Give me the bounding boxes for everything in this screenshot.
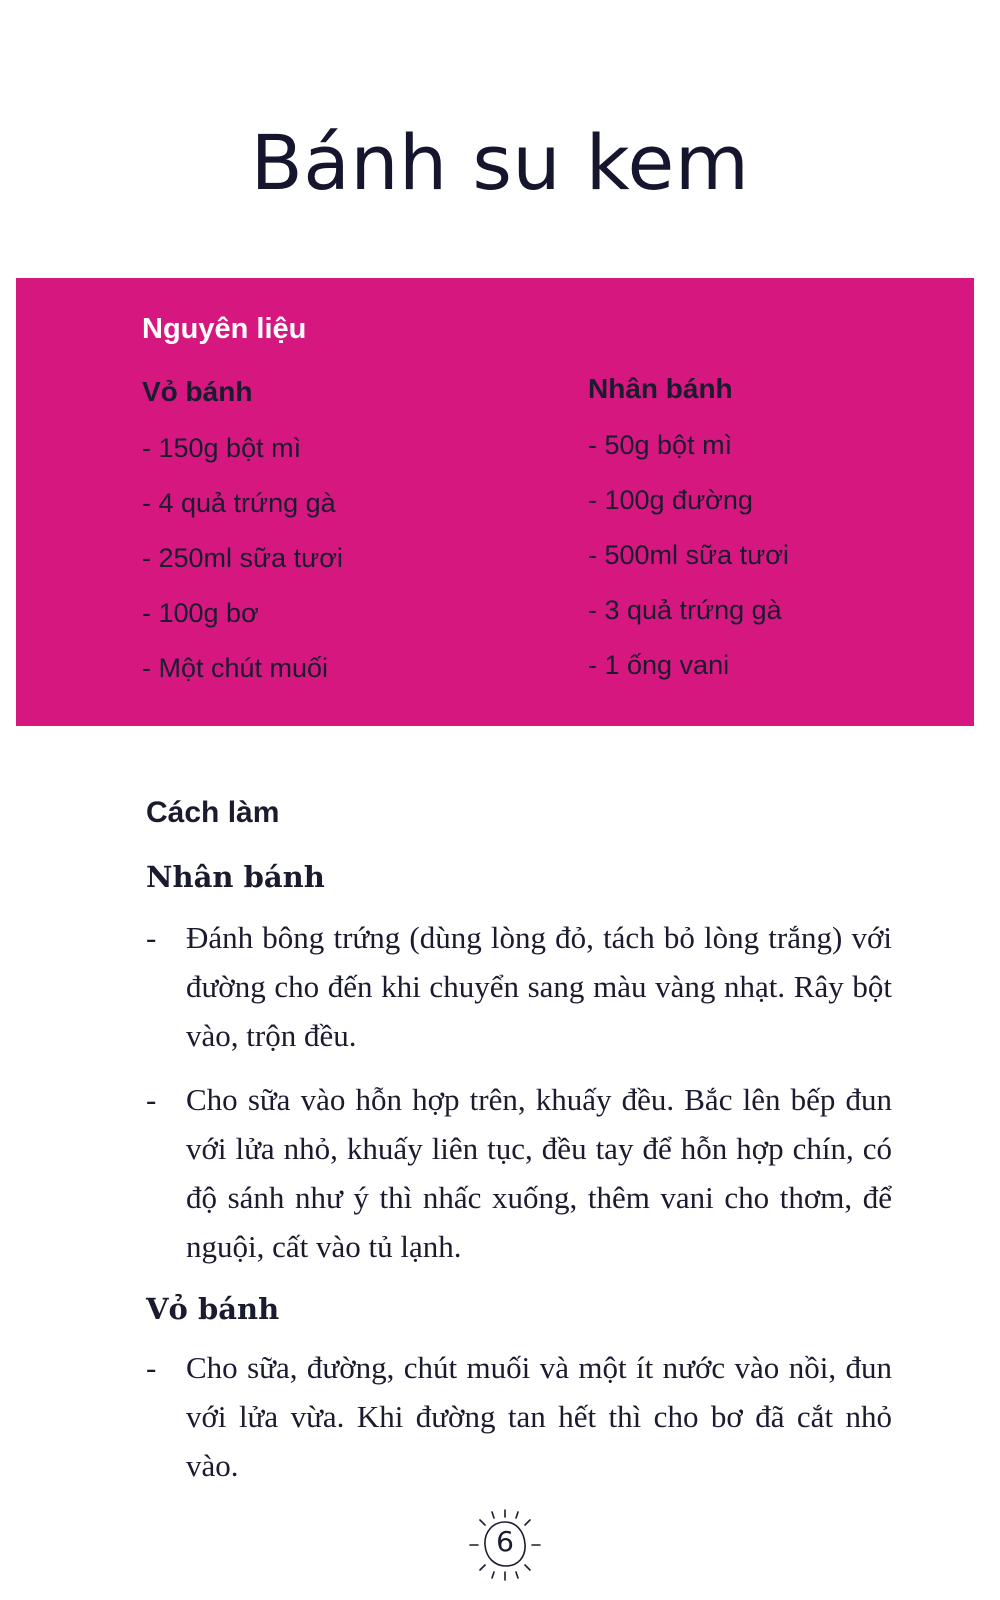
- filling-ingredients-list: [588, 428, 789, 703]
- ingredients-box: [16, 278, 974, 726]
- filling-ingredients-title: Nhân bánh: [588, 373, 733, 404]
- ingredients-heading: Nguyên liệu: [142, 313, 307, 345]
- list-item: - 100g bơ: [142, 598, 259, 628]
- shell-step-1: [146, 1343, 892, 1490]
- bullet-dash: -: [146, 1350, 157, 1385]
- list-item: - 1 ống vani: [588, 650, 730, 680]
- page-title: Bánh su kem: [250, 118, 750, 207]
- bullet-dash: -: [146, 1082, 157, 1117]
- filling-step-1: [146, 913, 892, 1060]
- shell-ingredients-column: [142, 375, 343, 706]
- filling-step-2: [146, 1075, 892, 1271]
- list-item: - 150g bột mì: [142, 433, 302, 463]
- list-item: - 50g bột mì: [588, 430, 733, 460]
- page-number: [468, 1508, 542, 1582]
- shell-ingredients-title: Vỏ bánh: [142, 376, 253, 407]
- step-text: Cho sữa vào hỗn hợp trên, khuấy đều. Bắc lên bếp đun với lửa nhỏ, khuấy liên tục, đều tay để hỗn hợp chín, có độ sánh như ý thì nhấc xuống, thêm vani cho thơm, để nguội, cất vào tủ lạnh.: [186, 1082, 892, 1264]
- filling-method-heading: Nhân bánh: [146, 860, 325, 894]
- list-item: - 250ml sữa tươi: [142, 543, 343, 573]
- list-item: - 500ml sữa tươi: [588, 540, 789, 570]
- list-item: - Một chút muối: [142, 653, 329, 683]
- page-number-text: 6: [496, 1525, 514, 1558]
- step-text: Cho sữa, đường, chút muối và một ít nước vào nồi, đun với lửa vừa. Khi đường tan hết thì cho bơ đã cắt nhỏ vào.: [186, 1350, 892, 1483]
- filling-ingredients-column: [588, 372, 789, 703]
- bullet-dash: -: [146, 920, 157, 955]
- list-item: - 4 quả trứng gà: [142, 488, 336, 518]
- shell-ingredients-list: [142, 431, 343, 706]
- list-item: - 100g đường: [588, 485, 753, 515]
- list-item: - 3 quả trứng gà: [588, 595, 782, 625]
- method-heading: Cách làm: [146, 796, 280, 829]
- step-text: Đánh bông trứng (dùng lòng đỏ, tách bỏ lòng trắng) với đường cho đến khi chuyển sang màu vàng nhạt. Rây bột vào, trộn đều.: [186, 920, 892, 1053]
- shell-method-heading: Vỏ bánh: [146, 1292, 280, 1326]
